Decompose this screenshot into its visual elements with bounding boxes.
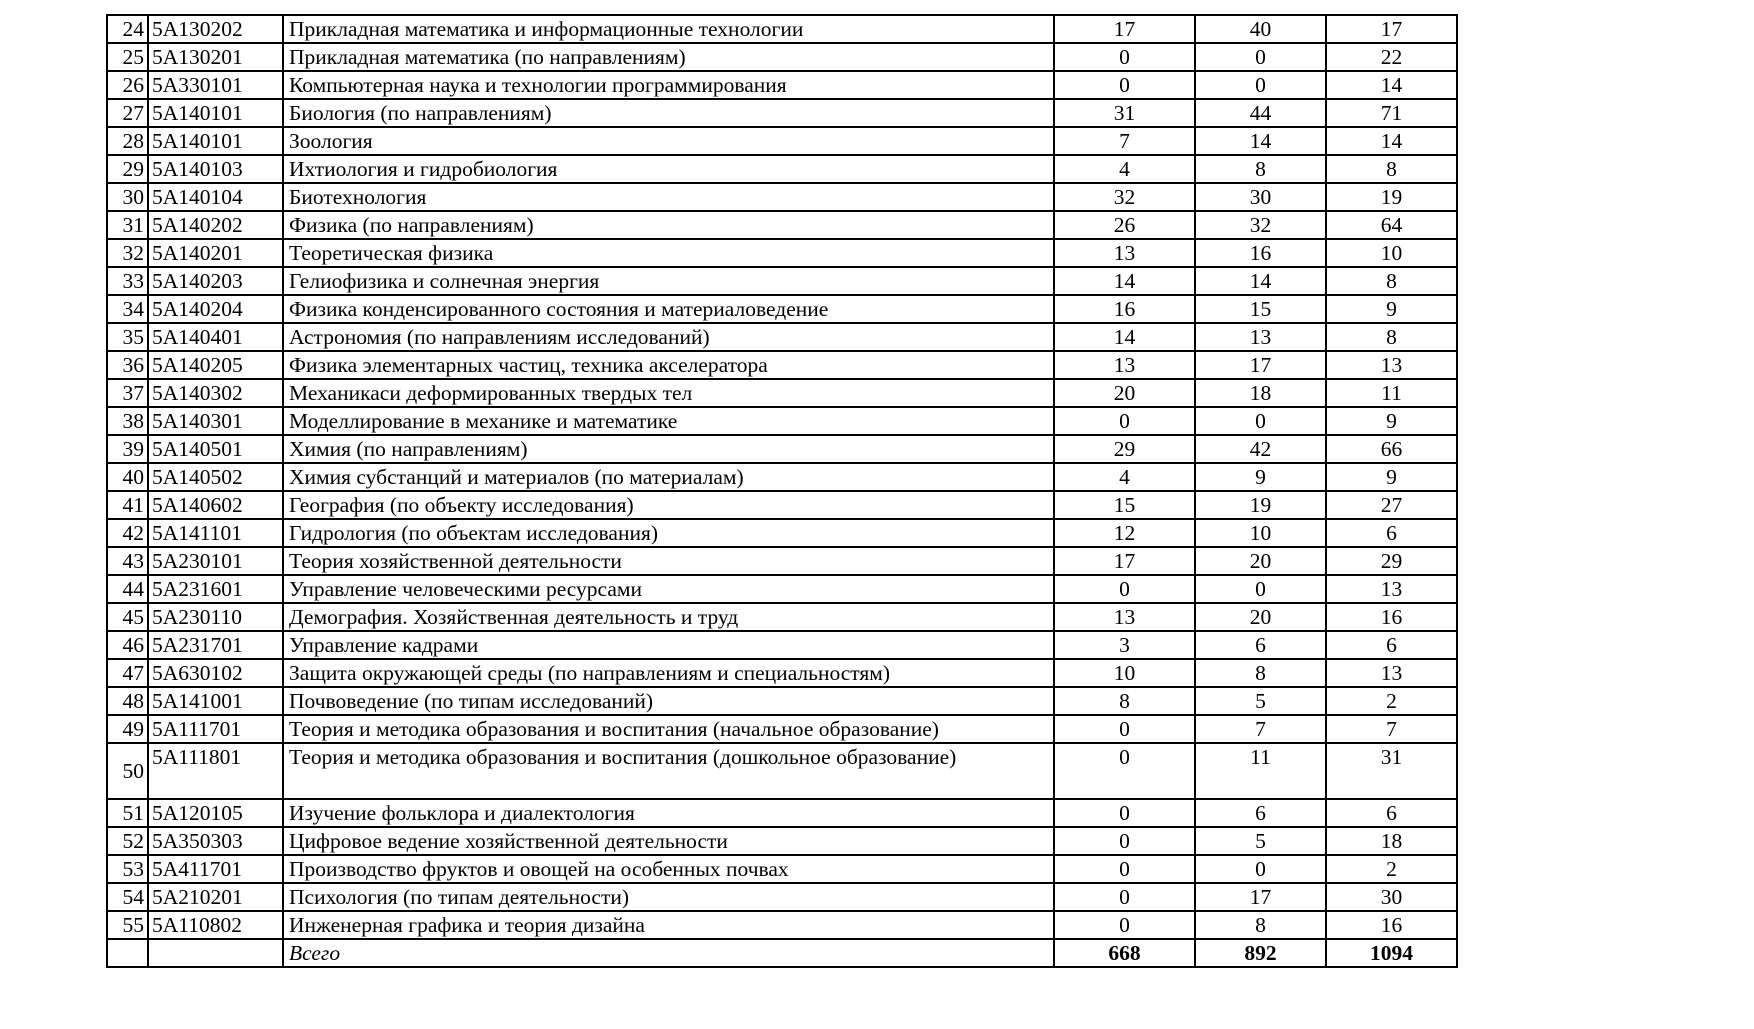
row-number: 47: [107, 659, 148, 687]
row-number: 25: [107, 43, 148, 71]
table-row: [107, 407, 1457, 435]
table-row: [107, 295, 1457, 323]
value-col-3: 8: [1326, 267, 1457, 295]
table-row: [107, 491, 1457, 519]
value-col-3: 2: [1326, 687, 1457, 715]
value-col-3: 18: [1326, 827, 1457, 855]
value-col-2: 0: [1195, 71, 1326, 99]
row-number: 44: [107, 575, 148, 603]
row-number: 35: [107, 323, 148, 351]
value-col-3: 17: [1326, 15, 1457, 43]
specialty-code: 5A210201: [148, 883, 283, 911]
total-value-3: 1094: [1326, 939, 1457, 967]
value-col-2: 10: [1195, 519, 1326, 547]
row-number: 36: [107, 351, 148, 379]
value-col-3: 16: [1326, 603, 1457, 631]
value-col-3: 13: [1326, 575, 1457, 603]
value-col-2: 5: [1195, 827, 1326, 855]
value-col-1: 12: [1054, 519, 1195, 547]
specialties-table: [106, 14, 1458, 968]
row-number: 40: [107, 463, 148, 491]
specialty-name: Теория хозяйственной деятельности: [283, 547, 1054, 575]
specialty-name: Защита окружающей среды (по направлениям и специальностям): [283, 659, 1054, 687]
value-col-1: 14: [1054, 323, 1195, 351]
value-col-3: 10: [1326, 239, 1457, 267]
table-row: [107, 911, 1457, 939]
value-col-1: 0: [1054, 799, 1195, 827]
specialty-name: Теория и методика образования и воспитания (начальное образование): [283, 715, 1054, 743]
table-row: [107, 99, 1457, 127]
value-col-1: 3: [1054, 631, 1195, 659]
value-col-1: 4: [1054, 155, 1195, 183]
value-col-2: 40: [1195, 15, 1326, 43]
value-col-3: 14: [1326, 127, 1457, 155]
row-number: 50: [107, 743, 148, 799]
row-number: 53: [107, 855, 148, 883]
value-col-1: 0: [1054, 715, 1195, 743]
value-col-2: 20: [1195, 547, 1326, 575]
specialty-code: 5A140502: [148, 463, 283, 491]
specialty-name: Зоология: [283, 127, 1054, 155]
value-col-3: 11: [1326, 379, 1457, 407]
table-row: [107, 659, 1457, 687]
value-col-2: 8: [1195, 659, 1326, 687]
value-col-1: 0: [1054, 743, 1195, 799]
table-row: [107, 687, 1457, 715]
value-col-2: 8: [1195, 911, 1326, 939]
value-col-1: 17: [1054, 15, 1195, 43]
table-row: [107, 519, 1457, 547]
value-col-2: 8: [1195, 155, 1326, 183]
row-number: 33: [107, 267, 148, 295]
specialty-code: 5A140602: [148, 491, 283, 519]
value-col-1: 13: [1054, 351, 1195, 379]
specialty-code: 5A120105: [148, 799, 283, 827]
value-col-1: 0: [1054, 43, 1195, 71]
specialty-code: 5A140302: [148, 379, 283, 407]
value-col-1: 0: [1054, 855, 1195, 883]
table-row: [107, 351, 1457, 379]
value-col-2: 19: [1195, 491, 1326, 519]
value-col-2: 0: [1195, 855, 1326, 883]
row-number: 43: [107, 547, 148, 575]
table-row: [107, 183, 1457, 211]
value-col-3: 66: [1326, 435, 1457, 463]
specialty-name: Психология (по типам деятельности): [283, 883, 1054, 911]
value-col-3: 8: [1326, 155, 1457, 183]
specialty-code: 5A130201: [148, 43, 283, 71]
value-col-2: 0: [1195, 43, 1326, 71]
row-number: 28: [107, 127, 148, 155]
value-col-1: 0: [1054, 911, 1195, 939]
specialty-code: 5A111701: [148, 715, 283, 743]
specialty-name: Инженерная графика и теория дизайна: [283, 911, 1054, 939]
specialty-name: География (по объекту исследования): [283, 491, 1054, 519]
specialty-name: Управление человеческими ресурсами: [283, 575, 1054, 603]
value-col-3: 27: [1326, 491, 1457, 519]
total-value-1: 668: [1054, 939, 1195, 967]
value-col-2: 0: [1195, 407, 1326, 435]
specialty-name: Компьютерная наука и технологии программирования: [283, 71, 1054, 99]
table-row: [107, 463, 1457, 491]
value-col-3: 6: [1326, 799, 1457, 827]
value-col-1: 20: [1054, 379, 1195, 407]
table-row: [107, 575, 1457, 603]
specialty-name: Ихтиология и гидробиология: [283, 155, 1054, 183]
specialty-code: 5A140204: [148, 295, 283, 323]
specialty-code: 5A411701: [148, 855, 283, 883]
row-number: 31: [107, 211, 148, 239]
value-col-2: 6: [1195, 799, 1326, 827]
specialty-name: Изучение фольклора и диалектология: [283, 799, 1054, 827]
value-col-3: 9: [1326, 463, 1457, 491]
value-col-2: 32: [1195, 211, 1326, 239]
specialty-code: 5A140103: [148, 155, 283, 183]
specialty-code: 5A140101: [148, 99, 283, 127]
table-row: [107, 155, 1457, 183]
table-row: [107, 799, 1457, 827]
row-number: 45: [107, 603, 148, 631]
value-col-2: 15: [1195, 295, 1326, 323]
value-col-1: 13: [1054, 603, 1195, 631]
value-col-3: 7: [1326, 715, 1457, 743]
specialty-name: Производство фруктов и овощей на особенных почвах: [283, 855, 1054, 883]
value-col-2: 17: [1195, 883, 1326, 911]
table-row: [107, 827, 1457, 855]
row-number: 42: [107, 519, 148, 547]
value-col-1: 4: [1054, 463, 1195, 491]
table-row: [107, 323, 1457, 351]
specialty-code: 5A231601: [148, 575, 283, 603]
specialty-code: 5A110802: [148, 911, 283, 939]
row-number: 41: [107, 491, 148, 519]
specialty-code: 5A230110: [148, 603, 283, 631]
value-col-2: 5: [1195, 687, 1326, 715]
total-value-2: 892: [1195, 939, 1326, 967]
table-row: [107, 855, 1457, 883]
value-col-2: 14: [1195, 127, 1326, 155]
row-number: 48: [107, 687, 148, 715]
specialty-code: 5A140203: [148, 267, 283, 295]
table-row: [107, 631, 1457, 659]
table-row: [107, 603, 1457, 631]
value-col-2: 42: [1195, 435, 1326, 463]
value-col-1: 10: [1054, 659, 1195, 687]
specialty-name: Гидрология (по объектам исследования): [283, 519, 1054, 547]
value-col-2: 30: [1195, 183, 1326, 211]
value-col-1: 0: [1054, 407, 1195, 435]
value-col-3: 13: [1326, 351, 1457, 379]
value-col-2: 0: [1195, 575, 1326, 603]
data-sheet: [106, 14, 1458, 968]
table-row: [107, 127, 1457, 155]
specialty-code: 5A141101: [148, 519, 283, 547]
specialty-code: 5A140201: [148, 239, 283, 267]
row-number: 24: [107, 15, 148, 43]
value-col-1: 26: [1054, 211, 1195, 239]
value-col-3: 14: [1326, 71, 1457, 99]
row-number: 27: [107, 99, 148, 127]
specialty-code: 5A330101: [148, 71, 283, 99]
specialty-name: Теория и методика образования и воспитания (дошкольное образование): [283, 743, 1054, 799]
specialty-code: 5A140501: [148, 435, 283, 463]
value-col-3: 9: [1326, 295, 1457, 323]
value-col-2: 44: [1195, 99, 1326, 127]
value-col-3: 2: [1326, 855, 1457, 883]
specialty-code: 5A230101: [148, 547, 283, 575]
value-col-3: 64: [1326, 211, 1457, 239]
table-row: [107, 15, 1457, 43]
specialty-name: Физика конденсированного состояния и материаловедение: [283, 295, 1054, 323]
specialty-code: 5A140202: [148, 211, 283, 239]
table-row: [107, 267, 1457, 295]
row-number: 55: [107, 911, 148, 939]
total-label: Всего: [283, 939, 1054, 967]
specialty-name: Химия субстанций и материалов (по материалам): [283, 463, 1054, 491]
row-number: 54: [107, 883, 148, 911]
value-col-2: 11: [1195, 743, 1326, 799]
specialty-name: Прикладная математика и информационные технологии: [283, 15, 1054, 43]
specialty-code: 5A630102: [148, 659, 283, 687]
specialty-name: Цифровое ведение хозяйственной деятельности: [283, 827, 1054, 855]
specialty-code: 5A141001: [148, 687, 283, 715]
row-number: 46: [107, 631, 148, 659]
total-empty-code: [148, 939, 283, 967]
value-col-2: 18: [1195, 379, 1326, 407]
total-row: [107, 939, 1457, 967]
value-col-2: 9: [1195, 463, 1326, 491]
table-body: [107, 15, 1457, 967]
value-col-1: 14: [1054, 267, 1195, 295]
specialty-code: 5A140205: [148, 351, 283, 379]
specialty-name: Физика (по направлениям): [283, 211, 1054, 239]
value-col-2: 14: [1195, 267, 1326, 295]
value-col-1: 7: [1054, 127, 1195, 155]
row-number: 52: [107, 827, 148, 855]
table-row: [107, 211, 1457, 239]
specialty-code: 5A140401: [148, 323, 283, 351]
specialty-name: Демография. Хозяйственная деятельность и труд: [283, 603, 1054, 631]
value-col-2: 7: [1195, 715, 1326, 743]
table-row: [107, 43, 1457, 71]
row-number: 29: [107, 155, 148, 183]
row-number: 51: [107, 799, 148, 827]
value-col-1: 16: [1054, 295, 1195, 323]
specialty-name: Гелиофизика и солнечная энергия: [283, 267, 1054, 295]
row-number: 34: [107, 295, 148, 323]
specialty-name: Прикладная математика (по направлениям): [283, 43, 1054, 71]
value-col-1: 31: [1054, 99, 1195, 127]
specialty-name: Физика элементарных частиц, техника акселератора: [283, 351, 1054, 379]
row-number: 30: [107, 183, 148, 211]
specialty-name: Механикаси деформированных твердых тел: [283, 379, 1054, 407]
value-col-1: 0: [1054, 575, 1195, 603]
specialty-name: Биология (по направлениям): [283, 99, 1054, 127]
value-col-3: 30: [1326, 883, 1457, 911]
value-col-2: 13: [1195, 323, 1326, 351]
value-col-3: 19: [1326, 183, 1457, 211]
value-col-3: 8: [1326, 323, 1457, 351]
table-row: [107, 239, 1457, 267]
value-col-1: 8: [1054, 687, 1195, 715]
value-col-3: 22: [1326, 43, 1457, 71]
table-row: [107, 435, 1457, 463]
specialty-name: Астрономия (по направлениям исследований): [283, 323, 1054, 351]
value-col-1: 0: [1054, 71, 1195, 99]
specialty-code: 5A231701: [148, 631, 283, 659]
value-col-2: 16: [1195, 239, 1326, 267]
value-col-1: 32: [1054, 183, 1195, 211]
specialty-code: 5A140301: [148, 407, 283, 435]
total-empty-number: [107, 939, 148, 967]
specialty-code: 5A130202: [148, 15, 283, 43]
value-col-1: 0: [1054, 883, 1195, 911]
table-row: [107, 547, 1457, 575]
specialty-name: Теоретическая физика: [283, 239, 1054, 267]
specialty-name: Химия (по направлениям): [283, 435, 1054, 463]
specialty-code: 5A111801: [148, 743, 283, 799]
row-number: 37: [107, 379, 148, 407]
value-col-3: 6: [1326, 519, 1457, 547]
table-row: [107, 379, 1457, 407]
specialty-name: Биотехнология: [283, 183, 1054, 211]
specialty-name: Управление кадрами: [283, 631, 1054, 659]
table-row: [107, 71, 1457, 99]
value-col-3: 71: [1326, 99, 1457, 127]
table-row: [107, 715, 1457, 743]
value-col-2: 6: [1195, 631, 1326, 659]
row-number: 49: [107, 715, 148, 743]
value-col-1: 17: [1054, 547, 1195, 575]
table-row: [107, 743, 1457, 799]
value-col-1: 0: [1054, 827, 1195, 855]
value-col-3: 9: [1326, 407, 1457, 435]
specialty-name: Почвоведение (по типам исследований): [283, 687, 1054, 715]
specialty-code: 5A140104: [148, 183, 283, 211]
row-number: 26: [107, 71, 148, 99]
specialty-code: 5A350303: [148, 827, 283, 855]
value-col-2: 20: [1195, 603, 1326, 631]
row-number: 38: [107, 407, 148, 435]
value-col-1: 13: [1054, 239, 1195, 267]
value-col-3: 29: [1326, 547, 1457, 575]
value-col-3: 6: [1326, 631, 1457, 659]
table-row: [107, 883, 1457, 911]
value-col-2: 17: [1195, 351, 1326, 379]
value-col-1: 29: [1054, 435, 1195, 463]
specialty-name: Моделлирование в механике и математике: [283, 407, 1054, 435]
value-col-1: 15: [1054, 491, 1195, 519]
specialty-code: 5A140101: [148, 127, 283, 155]
row-number: 39: [107, 435, 148, 463]
value-col-3: 31: [1326, 743, 1457, 799]
row-number: 32: [107, 239, 148, 267]
value-col-3: 13: [1326, 659, 1457, 687]
value-col-3: 16: [1326, 911, 1457, 939]
